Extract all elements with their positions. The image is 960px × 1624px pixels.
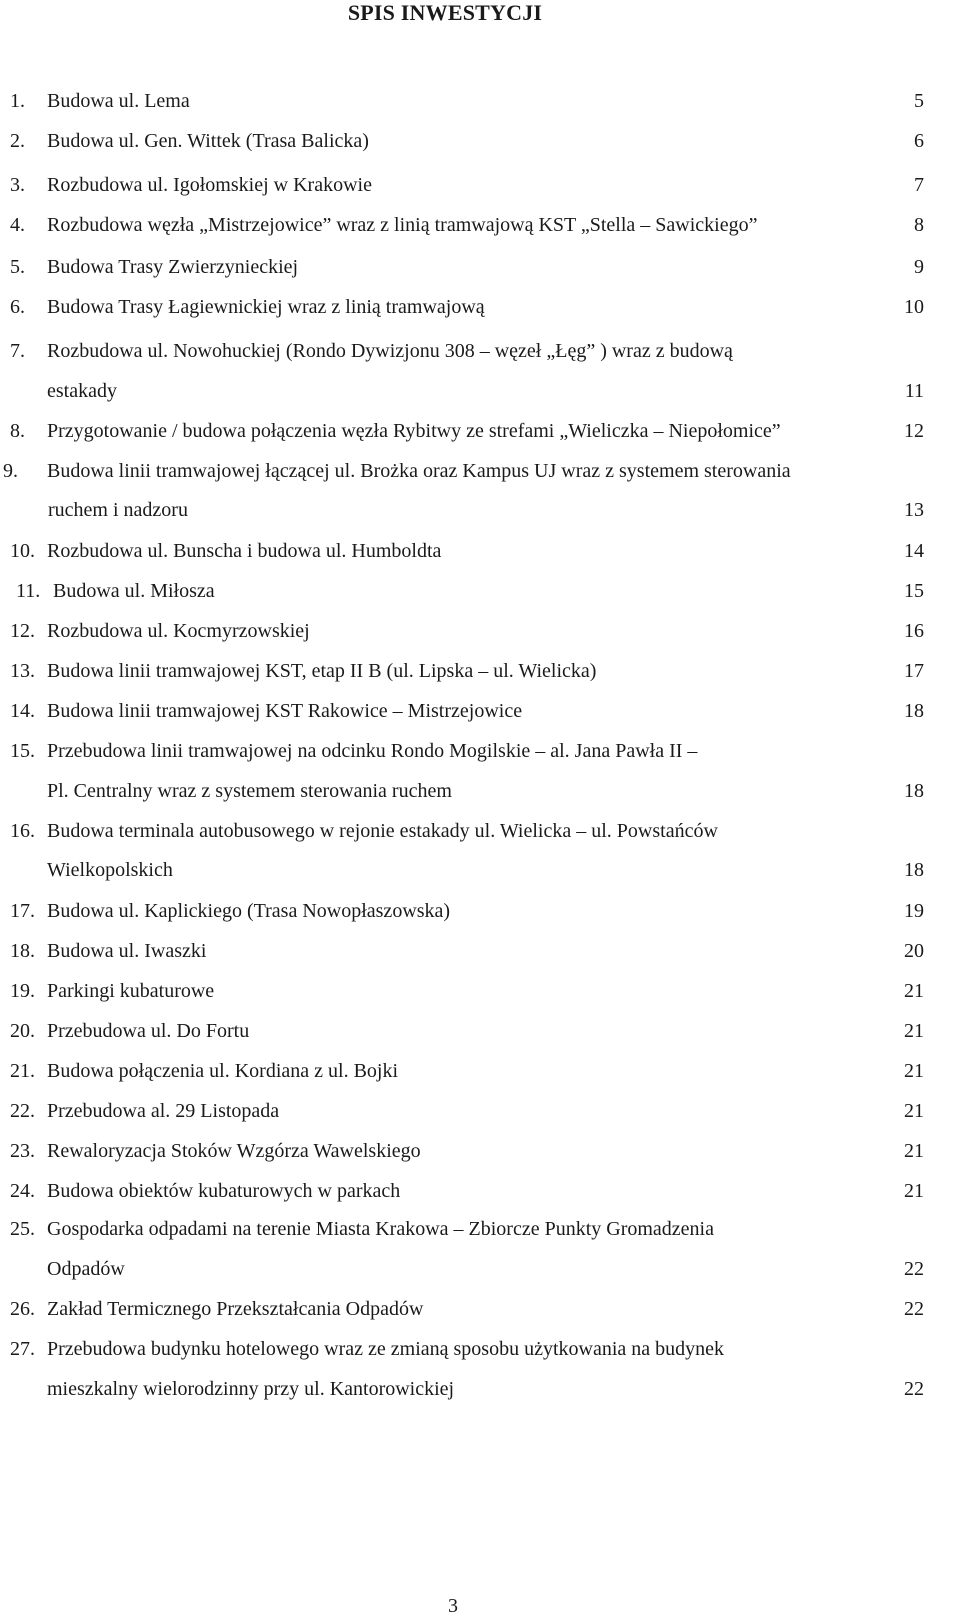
toc-entry-title-line: Przebudowa linii tramwajowej na odcinku Rondo Mogilskie – al. Jana Pawła II –	[47, 740, 698, 762]
toc-entry-title-line: Budowa Trasy Łagiewnickiej wraz z linią tramwajową	[47, 296, 485, 318]
toc-entry-title-line: Budowa obiektów kubaturowych w parkach	[47, 1180, 401, 1202]
toc-entry-number: 5.	[10, 256, 25, 278]
toc-entry-number: 10.	[10, 540, 35, 562]
toc-entry-number: 14.	[10, 700, 35, 722]
toc-entry-title-line: Gospodarka odpadami na terenie Miasta Krakowa – Zbiorcze Punkty Gromadzenia	[47, 1218, 714, 1240]
toc-entry-page-number: 22	[904, 1378, 924, 1400]
toc-entry-page-number: 14	[904, 540, 924, 562]
toc-entry-title-line: Rewaloryzacja Stoków Wzgórza Wawelskiego	[47, 1140, 421, 1162]
toc-entry-page-number: 5	[914, 90, 924, 112]
toc-entry-page-number: 10	[904, 296, 924, 318]
toc-entry-title-line: ruchem i nadzoru	[48, 499, 188, 521]
toc-entry-title-line: Rozbudowa ul. Igołomskiej w Krakowie	[47, 174, 372, 196]
toc-entry-page-number: 21	[904, 1180, 924, 1202]
toc-entry-number: 22.	[10, 1100, 35, 1122]
toc-entry-page-number: 18	[904, 700, 924, 722]
toc-entry-title-line: Przebudowa al. 29 Listopada	[47, 1100, 280, 1122]
toc-entry-number: 27.	[10, 1338, 35, 1360]
toc-entry-title-line: Pl. Centralny wraz z systemem sterowania ruchem	[47, 780, 452, 802]
toc-entry-page-number: 21	[904, 1020, 924, 1042]
toc-entry-page-number: 9	[914, 256, 924, 278]
toc-entry-number: 23.	[10, 1140, 35, 1162]
toc-entry-page-number: 16	[904, 620, 924, 642]
toc-entry-page-number: 20	[904, 940, 924, 962]
toc-entry-title-line: Rozbudowa węzła „Mistrzejowice” wraz z linią tramwajową KST „Stella – Sawickiego”	[47, 214, 758, 236]
toc-entry-title-line: Przebudowa budynku hotelowego wraz ze zmianą sposobu użytkowania na budynek	[47, 1338, 725, 1360]
toc-entry-page-number: 7	[914, 174, 924, 196]
toc-entry-page-number: 19	[904, 900, 924, 922]
toc-entry-page-number: 18	[904, 859, 924, 881]
toc-entry-title-line: Rozbudowa ul. Kocmyrzowskiej	[47, 620, 310, 642]
toc-entry-number: 21.	[10, 1060, 35, 1082]
toc-entry-number: 18.	[10, 940, 35, 962]
toc-entry-page-number: 18	[904, 780, 924, 802]
toc-entry-title-line: Wielkopolskich	[47, 859, 173, 881]
toc-entry-number: 24.	[10, 1180, 35, 1202]
toc-entry-number: 13.	[10, 660, 35, 682]
toc-entry-number: 17.	[10, 900, 35, 922]
toc-entry-title-line: Budowa ul. Gen. Wittek (Trasa Balicka)	[47, 130, 369, 152]
toc-entry-page-number: 22	[904, 1298, 924, 1320]
toc-entry-page-number: 12	[904, 420, 924, 442]
toc-entry-page-number: 11	[904, 380, 924, 402]
page-title: SPIS INWESTYCJI	[347, 0, 543, 25]
toc-entry-title-line: Budowa połączenia ul. Kordiana z ul. Bojki	[47, 1060, 399, 1082]
toc-entry-number: 2.	[10, 130, 25, 152]
toc-entry-title-line: estakady	[47, 380, 117, 402]
toc-entry-title-line: Budowa ul. Lema	[47, 90, 190, 112]
footer-page-number: 3	[448, 1595, 458, 1617]
toc-entry-title-line: Budowa Trasy Zwierzynieckiej	[47, 256, 299, 278]
toc-entry-number: 25.	[10, 1218, 35, 1240]
toc-entry-page-number: 17	[904, 660, 924, 682]
toc-entry-title-line: Budowa ul. Iwaszki	[47, 940, 207, 962]
toc-entry-number: 16.	[10, 820, 35, 842]
toc-entry-title-line: Budowa linii tramwajowej łączącej ul. Brożka oraz Kampus UJ wraz z systemem sterowania	[47, 460, 791, 482]
toc-entry-page-number: 6	[914, 130, 924, 152]
toc-entry-number: 11.	[16, 580, 41, 602]
toc-entry-title-line: Budowa ul. Miłosza	[53, 580, 215, 602]
toc-entry-page-number: 13	[904, 499, 924, 521]
toc-entry-page-number: 21	[904, 1100, 924, 1122]
toc-entry-number: 7.	[10, 340, 25, 362]
toc-entry-page-number: 21	[904, 980, 924, 1002]
toc-entry-number: 1.	[10, 90, 25, 112]
toc-entry-number: 8.	[10, 420, 25, 442]
toc-entry-title-line: Budowa linii tramwajowej KST, etap II B (ul. Lipska – ul. Wielicka)	[47, 660, 597, 682]
toc-entry-number: 15.	[10, 740, 35, 762]
toc-entry-title-line: Budowa terminala autobusowego w rejonie estakady ul. Wielicka – ul. Powstańców	[47, 820, 718, 842]
toc-entry-number: 9.	[3, 460, 18, 482]
toc-entry-title-line: Przebudowa ul. Do Fortu	[47, 1020, 250, 1042]
toc-entry-title-line: mieszkalny wielorodzinny przy ul. Kantorowickiej	[47, 1378, 455, 1400]
toc-entry-title-line: Przygotowanie / budowa połączenia węzła Rybitwy ze strefami „Wieliczka – Niepołomice”	[47, 420, 781, 442]
toc-entry-title-line: Parkingi kubaturowe	[47, 980, 215, 1002]
toc-entry-number: 6.	[10, 296, 25, 318]
toc-entry-page-number: 21	[904, 1060, 924, 1082]
toc-entry-number: 19.	[10, 980, 35, 1002]
toc-entry-number: 4.	[10, 214, 25, 236]
toc-entry-page-number: 22	[904, 1258, 924, 1280]
toc-entry-page-number: 21	[904, 1140, 924, 1162]
toc-entry-title-line: Budowa linii tramwajowej KST Rakowice – Mistrzejowice	[47, 700, 523, 722]
toc-entry-number: 26.	[10, 1298, 35, 1320]
toc-entry-number: 3.	[10, 174, 25, 196]
toc-entry-page-number: 8	[914, 214, 924, 236]
toc-entry-title-line: Budowa ul. Kaplickiego (Trasa Nowopłaszowska)	[47, 900, 451, 922]
toc-entry-title-line: Odpadów	[47, 1258, 125, 1280]
toc-entry-page-number: 15	[904, 580, 924, 602]
toc-entry-title-line: Rozbudowa ul. Bunscha i budowa ul. Humboldta	[47, 540, 442, 562]
toc-entry-title-line: Rozbudowa ul. Nowohuckiej (Rondo Dywizjonu 308 – węzeł „Łęg” ) wraz z budową	[47, 340, 733, 362]
toc-entry-number: 12.	[10, 620, 35, 642]
toc-entry-number: 20.	[10, 1020, 35, 1042]
toc-entry-title-line: Zakład Termicznego Przekształcania Odpadów	[47, 1298, 424, 1320]
